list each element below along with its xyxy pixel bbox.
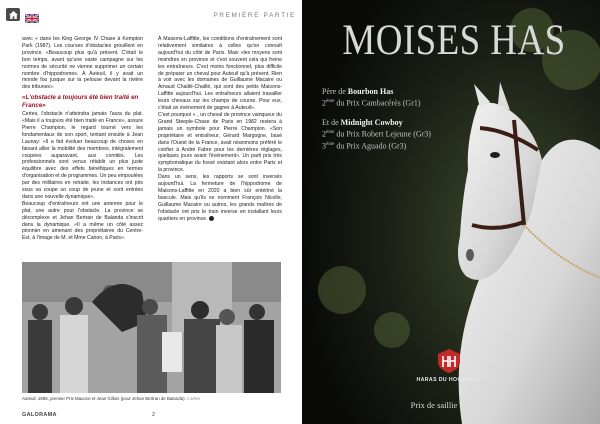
article-paragraph: Beaucoup d'entraîneurs ont une antenne pour le plat, une autre pour l'obstacle. La province se décomplexe et Jehan Bertran de Balanda s'inscrit dans la dynamique. «Il a même un côté assez pionnier en amenant des propriétaires du Centre-Est, à l'image de M. et Mme Carion, à Paris».: [22, 200, 143, 242]
progeny-name: Bourbon Has: [347, 87, 394, 96]
photo-caption-text: Auteuil, 1985, premier Prix Maunce et Jean Gillois (pour Jehan Bertran de Balanda).: [22, 396, 186, 401]
article-column-right: [158, 36, 282, 222]
uk-flag-icon: [25, 14, 39, 23]
section-label: PREMIÈRE PARTIE: [213, 12, 296, 19]
placing-suffix: ème: [326, 141, 335, 147]
sire-of-line: [322, 87, 462, 109]
end-of-article-icon: [209, 216, 214, 221]
magazine-brand: GALORAMA: [22, 412, 57, 418]
placing: 3: [322, 141, 326, 151]
article-paragraph: C'est pourquoi « , un cheval de province vainqueur du Grand Steeple-Chase de Paris en 1982 restera à jamais un symbole pour Pierre Champion. «Son propriétaire et entraîneur, Gérard Margogne, basé dans l'Ouest de la France, avait néanmoins préféré le confier à André Fabre pour les dernières réglages, quelques jours avant l'événement». Un parti pris très symptomatique du fossé existant alors entre Paris et la province.: [158, 111, 282, 174]
article-photo: [22, 262, 281, 393]
race-name: du Prix Robert Lejeune (Gr3): [334, 129, 431, 139]
home-button[interactable]: [6, 8, 20, 21]
sibling-prefix: Et de: [322, 118, 341, 127]
haras-crest-icon: [436, 348, 462, 374]
photo-caption: [22, 396, 284, 401]
article-paragraph: [158, 174, 282, 222]
article-paragraph: avec « dans les King George IV Chase à Kempton Park (1987). Les courses d'obstacles grouillent en province. «Beaucoup plus qu'à présent. C'était le bon temps, avant qu'une vaste campagne sur les normes de sécurité ne vienne supprimer un certain nombre d'hippodromes. À Auteuil, il y avait un monde fou jusque sur la pelouse devant la rivière des tribunes».: [22, 36, 143, 91]
language-button[interactable]: [25, 10, 39, 19]
placing: 2: [322, 98, 326, 108]
sire-of-result: [322, 97, 462, 109]
article-subheading: «L'obstacle a toujours été bien traité en France»: [22, 94, 139, 109]
progeny-name: Midnight Cowboy: [340, 118, 403, 127]
sibling-line: [322, 118, 462, 151]
stud-fee: Prix de saillie : 8.000€: [410, 400, 488, 410]
winners-circle-photo: [22, 262, 281, 393]
sire-prefix: Père de: [322, 87, 348, 96]
placing-suffix: ème: [326, 130, 335, 135]
race-name: du Prix Cambacérès (Gr1): [334, 98, 421, 108]
stallion-advert: [302, 0, 600, 424]
stallion-name: MOISES HAS: [342, 17, 566, 64]
haras-name: HARAS DU HOGUENET: [416, 377, 482, 383]
article-paragraph-text: Dans un sens, les rapports se sont inversés aujourd'hui. La fermeture de l'hippodrome de Maisons-Laffitte en 2020 a bien sûr entériné la bascule. Mais qu'ils se nomment François Nicolle, Guillaume Macaire ou autres, les grands maîtres de l'obstacle ont pris le train inverse en installant leurs quartiers en province.: [158, 174, 282, 222]
home-icon: [9, 11, 18, 19]
sibling-result-1: [322, 128, 462, 140]
sibling-name-row: [322, 118, 462, 128]
sibling-result-2: [322, 140, 462, 152]
article-paragraph: Certes, l'obstacle n'atteindra jamais l'aura du plat. «Mais il a toujours été bien traité en France», assure Pierre Champion, le regard tourné vers les fondamentaux de son sport, tentant ensuite à Jean Launay: «Il a fait évoluer beaucoup de choses en faisant allier la mobilité des membres, intégralement coupées auparavant, aux comités. Les professionnels sont venus rétablir un plus juste équilibre avec des effets bénéfiques en termes d'organisation et de programmes. Un peu empoulées par des militaires en retraite, les instances ont pris sous sa coupe un coup de jeune et sont entrées dans une nouvelle dynamique».: [22, 111, 144, 200]
placing-suffix: ème: [326, 99, 335, 104]
page-number: 2: [152, 412, 156, 418]
placing: 2: [322, 129, 326, 139]
article-column-left: [22, 36, 143, 242]
photo-credit: © APRH: [187, 397, 201, 401]
race-name: du Prix Aguado (Gr3): [334, 141, 407, 151]
sire-of-name: [322, 87, 462, 97]
article-paragraph: À Maisons-Laffitte, les conditions d'entraînement sont relativement similaires à celles qu'on connaît aujourd'hui du côté de Paris. Mais «les moyens sont moindres en province et c'est souvent cela qui freine les entraîneurs. C'est moins fonctionnel, plus difficile de préparer un cheval pour Auteuil qu'à présent. Rien à voir avec les domaines de Guillaume Macaire ou Arnaud Chaillé-Chaillé, qui sont des petits Maisons-Laffitte aujourd'hui. Les entraîneurs allaient travailler leurs chevaux sur les champs de course. Pour eux, c'était un événement de gagner à Auteuil».: [158, 36, 282, 112]
